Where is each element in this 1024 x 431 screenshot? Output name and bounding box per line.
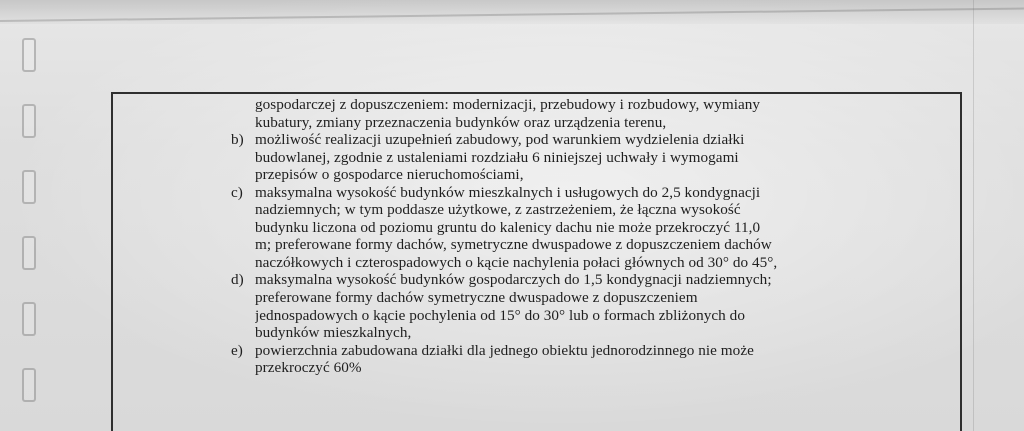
- list-item-d-line-1: maksymalna wysokość budynków gospodarczych do 1,5 kondygnacji nadziemnych;: [255, 271, 772, 289]
- list-item-d-line-3: jednospadowych o kącie pochylenia od 15° do 30° lub o formach zbliżonych do: [255, 306, 745, 324]
- list-item-e-line-1: powierzchnia zabudowana działki dla jednego obiektu jednorodzinnego nie może: [255, 341, 754, 359]
- list-item-c: [231, 183, 963, 272]
- text-line-2: kubatury, zmiany przeznaczenia budynków oraz urządzenia terenu,: [255, 113, 667, 131]
- list-item-b-line-2: budowlanej, zgodnie z ustaleniami rozdziału 6 niniejszej uchwały i wymogami: [255, 148, 739, 166]
- list-item-d: [231, 271, 963, 342]
- list-item-d-label: d): [231, 271, 244, 289]
- list-item-d-line-4: budynków mieszkalnych,: [255, 324, 412, 342]
- text-line-1: gospodarczej z dopuszczeniem: modernizacji, przebudowy i rozbudowy, wymiany: [255, 96, 761, 113]
- document-text: [231, 96, 963, 377]
- list-item-c-label: c): [231, 183, 243, 201]
- list-item-b: [231, 131, 963, 184]
- list-item-b-line-3: przepisów o gospodarce nieruchomościami,: [255, 166, 524, 184]
- page-top-shadow: [0, 0, 1024, 24]
- list-item-c-line-3: budynku liczona od poziomu gruntu do kalenicy dachu nie może przekroczyć 11,0: [255, 218, 761, 236]
- binding-hole-2: [22, 104, 36, 138]
- list-item-c-line-4: m; preferowane formy dachów, symetryczne dwuspadowe z dopuszczeniem dachów: [255, 236, 772, 254]
- list-item-e-label: e): [231, 341, 243, 359]
- binding-hole-3: [22, 170, 36, 204]
- binding-hole-1: [22, 38, 36, 72]
- list-item-b-label: b): [231, 131, 244, 149]
- binding-hole-5: [22, 302, 36, 336]
- list-item-b-line-1: możliwość realizacji uzupełnień zabudowy, pod warunkiem wydzielenia działki: [255, 131, 745, 149]
- binding-holes: [10, 38, 50, 431]
- list-item-c-line-2: nadziemnych; w tym poddasze użytkowe, z zastrzeżeniem, że łączna wysokość: [255, 201, 741, 219]
- list-item-d-line-2: preferowane formy dachów symetryczne dwuspadowe z dopuszczeniem: [255, 289, 698, 307]
- list-item-e: [231, 341, 963, 377]
- list-item-e-line-2: przekroczyć 60%: [255, 359, 362, 377]
- list-item-c-line-5: naczółkowych i czterospadowych o kącie nachylenia połaci głównych od 30° do 45°,: [255, 253, 778, 271]
- right-margin-line: [973, 0, 974, 431]
- list-item-c-line-1: maksymalna wysokość budynków mieszkalnych i usługowych do 2,5 kondygnacji: [255, 183, 761, 201]
- binding-hole-6: [22, 368, 36, 402]
- binding-hole-4: [22, 236, 36, 270]
